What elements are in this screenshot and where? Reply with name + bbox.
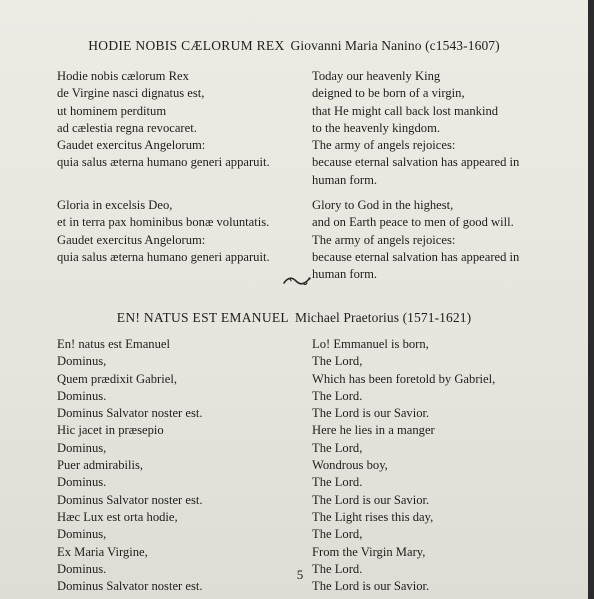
english-line: to the heavenly kingdom. <box>312 120 441 135</box>
section-heading <box>0 38 588 54</box>
latin-line: Dominus Salvator noster est. <box>57 492 203 507</box>
latin-line: Hic jacet in præsepio <box>57 423 164 438</box>
english-line: because eternal salvation has appeared in <box>312 155 520 170</box>
english-line: Wondrous boy, <box>312 458 388 473</box>
english-line: human form. <box>312 267 378 282</box>
latin-line: et in terra pax hominibus bonæ voluntatis. <box>57 215 270 230</box>
english-line: The army of angels rejoices: <box>312 232 456 247</box>
latin-line: Dominus, <box>57 527 107 542</box>
section-heading <box>0 310 588 326</box>
english-line: The Lord, <box>312 440 363 455</box>
latin-line: Dominus. <box>57 475 107 490</box>
english-line: deigned to be born of a virgin, <box>312 86 465 101</box>
latin-line: Hodie nobis cælorum Rex <box>57 69 189 83</box>
fleuron-ornament-icon <box>282 272 312 290</box>
english-line: Glory to God in the highest, <box>312 198 454 213</box>
latin-line: Puer admirabilis, <box>57 458 144 473</box>
latin-blank-line <box>57 172 270 189</box>
latin-line: Gaudet exercitus Angelorum: <box>57 138 206 153</box>
stanza-gap <box>57 189 270 197</box>
latin-line: Dominus, <box>57 440 107 455</box>
english-line: The army of angels rejoices: <box>312 138 456 153</box>
english-line: The Lord is our Savior. <box>312 406 430 421</box>
latin-line: Dominus. <box>57 388 107 403</box>
latin-line: Ex Maria Virgine, <box>57 544 148 559</box>
latin-line: de Virgine nasci dignatus est, <box>57 86 205 101</box>
english-line: The Lord. <box>312 561 363 576</box>
english-line: From the Virgin Mary, <box>312 544 426 559</box>
booklet-edge <box>588 0 594 599</box>
latin-line: Dominus. <box>57 561 107 576</box>
english-line: Here he lies in a manger <box>312 423 435 438</box>
latin-line: Gloria in excelsis Deo, <box>57 198 173 213</box>
english-line: The Lord is our Savior. <box>312 492 430 507</box>
english-line: The Lord. <box>312 388 363 403</box>
english-translation-column <box>312 68 519 284</box>
stanza-gap <box>312 189 519 197</box>
latin-line: Dominus, <box>57 354 107 369</box>
english-line: The Lord is our Savior. <box>312 579 430 594</box>
english-line: that He might call back lost mankind <box>312 103 499 118</box>
latin-line: ut hominem perditum <box>57 103 167 118</box>
page-number: 5 <box>296 567 304 582</box>
english-line: human form. <box>312 172 378 187</box>
latin-text-column <box>57 68 270 266</box>
latin-line: Dominus Salvator noster est. <box>57 579 203 594</box>
composer-credit: Giovanni Maria Nanino (c1543-1607) <box>290 38 500 53</box>
english-line: Today our heavenly King <box>312 69 441 83</box>
english-line: The Lord. <box>312 475 363 490</box>
english-line: because eternal salvation has appeared in <box>312 249 520 264</box>
latin-line: Gaudet exercitus Angelorum: <box>57 232 206 247</box>
latin-text-column <box>57 336 203 595</box>
latin-line: Hæc Lux est orta hodie, <box>57 509 178 524</box>
english-line: The Lord, <box>312 527 363 542</box>
english-line: Lo! Emmanuel is born, <box>312 337 429 351</box>
latin-line: Dominus Salvator noster est. <box>57 406 203 421</box>
english-line: The Light rises this day, <box>312 509 434 524</box>
latin-line: Quem prædixit Gabriel, <box>57 371 177 386</box>
composer-credit: Michael Praetorius (1571-1621) <box>294 310 472 325</box>
latin-line: quia salus æterna humano generi apparuit. <box>57 249 270 264</box>
latin-line: ad cælestia regna revocaret. <box>57 120 197 135</box>
section-title: HODIE NOBIS CÆLORUM REX <box>88 38 285 53</box>
english-line: and on Earth peace to men of good will. <box>312 215 514 230</box>
latin-line: quia salus æterna humano generi apparuit. <box>57 155 270 170</box>
english-line: The Lord, <box>312 354 363 369</box>
section-title: EN! NATUS EST EMANUEL <box>116 310 289 325</box>
english-translation-column <box>312 336 495 595</box>
english-line: Which has been foretold by Gabriel, <box>312 371 496 386</box>
latin-line: En! natus est Emanuel <box>57 337 170 351</box>
